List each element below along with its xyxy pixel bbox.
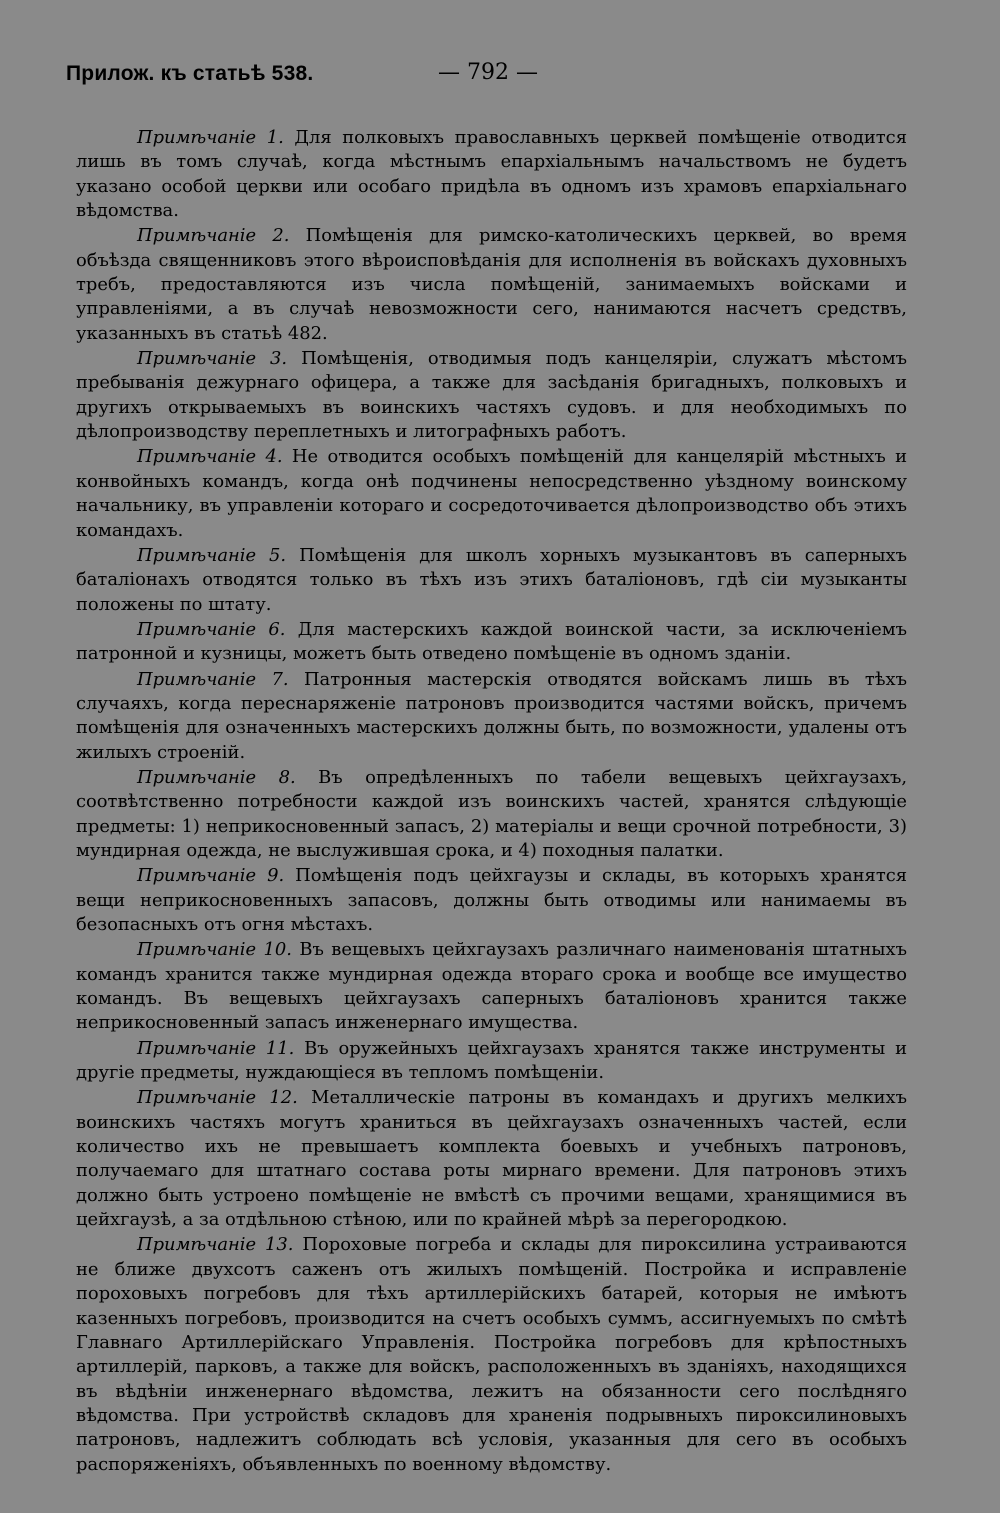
note-13 — [76, 1233, 907, 1476]
note-9 — [76, 864, 907, 937]
note-text: Помѣщенія для римско-католическихъ церквей, во время объѣзда священниковъ этого вѣроисповѣданія для исполненія въ войскахъ духовныхъ требъ, предоставляются изъ числа помѣщеній, занимаемыхъ войсками и управленіями, а въ случаѣ невозможности сего, нанимаются насчетъ средствъ, указанныхъ въ статьѣ 482. — [76, 225, 908, 344]
note-5 — [76, 544, 907, 617]
document-body — [76, 126, 907, 1478]
note-7 — [76, 668, 907, 765]
note-10 — [76, 938, 907, 1035]
note-label: Примѣчаніе 3. — [137, 348, 288, 370]
note-text: Пороховые погреба и склады для пироксилина устраиваются не ближе двухсотъ саженъ отъ жилыхъ помѣщеній. Постройка и исправленіе пороховыхъ погребовъ для тѣхъ артиллерійскихъ батарей, которыя не имѣютъ казенныхъ погребовъ, производится на счетъ особыхъ суммъ, ассигнуемыхъ по смѣтѣ Главнаго Артиллерійскаго Управленія. Постройка погребовъ для крѣпостныхъ артиллерій, парковъ, а также для войскъ, расположенныхъ въ зданіяхъ, находящихся въ вѣдѣніи инженернаго вѣдомства, лежитъ на обязанности сего послѣдняго вѣдомства. При устройствѣ складовъ для храненія подрывныхъ пироксилиновыхъ патроновъ, надлежитъ соблюдать всѣ условія, указанныя для сего въ особыхъ распоряженіяхъ, объявленныхъ по военному вѣдомству. — [76, 1234, 908, 1475]
note-label: Примѣчаніе 8. — [137, 766, 296, 788]
note-text: Не отводится особыхъ помѣщеній для канцелярій мѣстныхъ и конвойныхъ командъ, когда онѣ подчинены непосредственно уѣздному воинскому начальнику, въ управленіи котораго и сосредоточивается дѣлопроизводство объ этихъ командахъ. — [76, 446, 908, 541]
note-label: Примѣчаніе 4. — [137, 446, 283, 468]
note-label: Примѣчаніе 13. — [137, 1234, 294, 1256]
note-text: Для мастерскихъ каждой воинской части, за исключеніемъ патронной и кузницы, можетъ быть отведено помѣщеніе въ одномъ зданіи. — [76, 618, 908, 665]
note-8 — [76, 766, 907, 863]
note-text: Помѣщенія подъ цейхгаузы и склады, въ которыхъ хранятся вещи неприкосновенныхъ запасовъ, должны быть отводимы или нанимаемы въ безопасныхъ отъ огня мѣстахъ. — [76, 865, 908, 935]
note-4 — [76, 445, 907, 542]
note-6 — [76, 618, 907, 667]
note-12 — [76, 1086, 907, 1232]
note-3 — [76, 347, 907, 444]
note-label: Примѣчаніе 5. — [137, 544, 287, 566]
note-label: Примѣчаніе 9. — [137, 865, 285, 887]
note-text: Металлическіе патроны въ командахъ и другихъ мелкихъ воинскихъ частяхъ могутъ храниться въ цейхгаузахъ означенныхъ частей, если количество ихъ не превышаетъ комплекта боевыхъ и учебныхъ патроновъ, получаемаго для штатнаго состава роты мирнаго времени. Для патроновъ этихъ должно быть устроено помѣщеніе не вмѣстѣ съ прочими вещами, хранящимися въ цейхгаузѣ, а за отдѣльною стѣною, или по крайней мѣрѣ за перегородкою. — [76, 1087, 907, 1231]
note-label: Примѣчаніе 6. — [137, 618, 286, 640]
note-text: Для полковыхъ православныхъ церквей помѣщеніе отводится лишь въ томъ случаѣ, когда мѣстнымъ епархіальнымъ начальствомъ не будетъ указано особой церкви или особаго придѣла въ одномъ изъ храмовъ епархіальнаго вѣдомства. — [76, 127, 907, 222]
page-number: — 792 — — [438, 60, 538, 85]
page-header — [66, 62, 946, 92]
note-11 — [76, 1037, 907, 1086]
note-text: Помѣщенія, отводимыя подъ канцеляріи, служатъ мѣстомъ пребыванія дежурнаго офицера, а также для засѣданія бригадныхъ, полковыхъ и другихъ открываемыхъ въ воинскихъ частяхъ судовъ. и для необходимыхъ по дѣлопроизводству переплетныхъ и литографныхъ работъ. — [76, 348, 908, 443]
note-label: Примѣчаніе 1. — [137, 127, 284, 148]
note-text: Помѣщенія для школъ хорныхъ музыкантовъ въ саперныхъ баталіонахъ отводятся только въ тѣхъ изъ этихъ баталіоновъ, гдѣ сіи музыканты положены по штату. — [76, 544, 907, 615]
note-text: Въ оружейныхъ цейхгаузахъ хранятся также инструменты и другіе предметы, нуждающіеся въ тепломъ помѣщеніи. — [76, 1037, 907, 1084]
note-text: Въ вещевыхъ цейхгаузахъ различнаго наименованія штатныхъ командъ хранится также мундирная одежда втораго срока и вообще все имущество командъ. Въ вещевыхъ цейхгаузахъ саперныхъ баталіоновъ хранится также неприкосновенный запасъ инженернаго имущества. — [76, 939, 907, 1034]
note-text: Въ опредѣленныхъ по табели вещевыхъ цейхгаузахъ, соотвѣтственно потребности каждой изъ воинскихъ частей, хранятся слѣдующіе предметы: 1) неприкосновенный запасъ, 2) матеріалы и вещи срочной потребности, 3) мундирная одежда, не выслужившая срока, и 4) походныя палатки. — [76, 766, 908, 861]
note-label: Примѣчаніе 7. — [137, 668, 289, 690]
article-reference: Прилож. къ статьѣ 538. — [66, 62, 314, 85]
note-2 — [76, 224, 907, 346]
note-label: Примѣчаніе 2. — [137, 225, 290, 247]
note-label: Примѣчаніе 11. — [137, 1037, 295, 1059]
note-label: Примѣчаніе 12. — [137, 1087, 298, 1109]
note-text: Патронныя мастерскія отводятся войскамъ лишь въ тѣхъ случаяхъ, когда переснаряженіе патроновъ производится частями войскъ, причемъ помѣщенія для означенныхъ мастерскихъ должны быть, по возможности, удалены отъ жилыхъ строеній. — [76, 668, 907, 763]
note-1 — [76, 126, 907, 223]
note-label: Примѣчаніе 10. — [137, 939, 292, 961]
